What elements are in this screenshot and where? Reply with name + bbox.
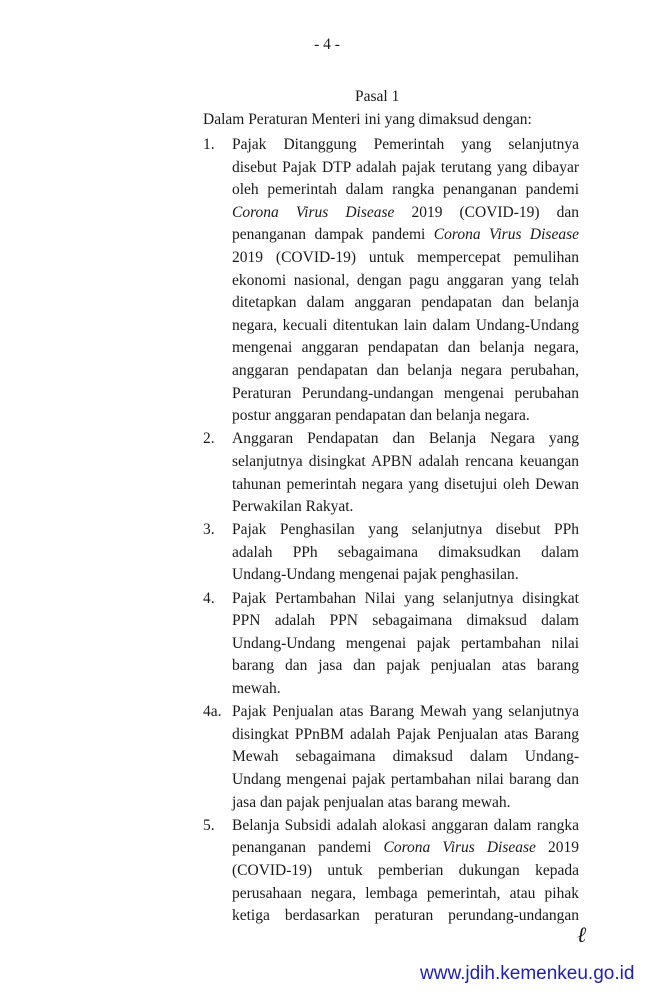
text-segment: anggaran pendapatan dan belanja negara perubahan, [232,361,579,379]
text-line [232,769,579,792]
text-line [232,542,579,565]
text-segment: Pajak Penjualan atas Barang Mewah yang selanjutnya [232,703,579,721]
italic-term: Corona Virus Disease [433,226,579,244]
text-line [232,315,579,338]
text-line [232,815,579,838]
text-segment: Belanja Subsidi adalah alokasi anggaran dalam rangka [232,816,579,834]
text-segment: Anggaran Pendapatan dan Belanja Negara yang [232,430,579,448]
text-line [232,633,579,656]
text-segment: Mewah sebagaimana dimaksud dalam Undang- [232,748,579,766]
text-segment: perusahaan negara, lembaga pemerintah, atau pihak [232,884,579,902]
definition-item [203,428,579,518]
intro-text: Dalam Peraturan Menteri ini yang dimaksud dengan: [203,111,532,128]
text-segment: mewah. [232,680,281,698]
text-line [232,474,579,497]
italic-term: Corona Virus Disease [232,203,395,221]
text-segment: penanganan dampak pandemi [232,226,434,244]
text-line [232,383,579,406]
text-line [232,837,579,860]
article-heading: Pasal 1 [355,88,400,105]
definition-item [203,815,579,928]
text-segment: (COVID-19) untuk pemberian dukungan kepada [232,861,579,879]
text-line [232,270,579,293]
text-line [232,860,579,883]
italic-term: Corona Virus Disease [383,839,536,857]
item-number: 4a. [203,703,222,721]
definition-item [203,519,579,587]
text-segment: penanganan pandemi [232,839,384,857]
text-line [232,360,579,383]
text-line [232,157,579,180]
text-segment: disebut Pajak DTP adalah pajak terutang yang dibayar [232,158,579,176]
text-line [232,905,579,928]
item-number: 5. [203,816,215,834]
text-segment: ekonomi nasional, dengan pagu anggaran yang telah [232,271,579,289]
text-segment: adalah PPh sebagaimana dimaksudkan dalam [232,543,579,561]
text-segment: jasa dan pajak penjualan atas barang mewah. [232,793,511,811]
paraf-initial-signature: ℓ [577,922,587,947]
text-segment: mengenai anggaran pendapatan dan belanja negara, [232,339,579,357]
text-line [232,883,579,906]
text-segment: tahunan pemerintah negara yang disetujui oleh Dewan [232,475,579,493]
definition-item [203,588,579,701]
definition-list [203,134,579,928]
item-number: 2. [203,430,215,448]
text-line [232,564,579,587]
text-segment: 2019 (COVID-19) dan [394,203,579,221]
text-line [232,337,579,360]
text-segment: Undang mengenai pajak pertambahan nilai barang dan [232,771,579,788]
text-line [232,610,579,633]
item-number: 1. [203,136,215,153]
text-line [232,428,579,451]
text-segment: barang dan jasa dan pajak penjualan atas barang [232,657,579,675]
text-line [232,405,579,428]
text-line [232,701,579,724]
text-line [232,202,579,225]
text-segment: Undang-Undang mengenai pajak pertambahan nilai [232,634,579,652]
text-line [232,496,579,519]
page-number: - 4 - [314,36,340,53]
text-segment: Perwakilan Rakyat. [232,498,354,516]
text-line [232,519,579,542]
text-segment: negara, kecuali ditentukan lain dalam Undang-Undang [232,316,579,334]
text-segment: ketiga berdasarkan peraturan perundang-undangan [232,907,579,925]
text-line [232,724,579,747]
text-line [232,292,579,315]
text-segment: PPN adalah PPN sebagaimana dimaksud dalam [232,612,579,630]
item-number: 4. [203,589,215,607]
text-segment: postur anggaran pendapatan dan belanja negara. [232,407,530,425]
definition-item [203,134,579,428]
text-segment: Pajak Pertambahan Nilai yang selanjutnya disingkat [232,589,579,607]
text-line [232,224,579,247]
text-line [232,179,579,202]
text-segment: selanjutnya disingkat APBN adalah rencana keuangan [232,452,579,470]
text-line [232,588,579,611]
text-segment: Pajak Penghasilan yang selanjutnya disebut PPh [232,521,579,539]
text-segment: disingkat PPnBM adalah Pajak Penjualan atas Barang [232,725,579,743]
text-segment: Undang-Undang mengenai pajak penghasilan. [232,566,519,584]
text-line [232,451,579,474]
text-segment: oleh pemerintah dalam rangka penanganan pandemi [232,181,579,199]
text-segment: Pajak Ditanggung Pemerintah yang selanjutnya [232,136,579,153]
text-line [232,746,579,769]
text-line [232,655,579,678]
text-segment: ditetapkan dalam anggaran pendapatan dan belanja [232,294,579,312]
footer-url-link[interactable]: www.jdih.kemenkeu.go.id [420,963,635,984]
text-segment: 2019 (COVID-19) untuk mempercepat pemulihan [232,248,579,266]
text-line [232,792,579,815]
text-segment: 2019 [535,839,580,857]
text-segment: Peraturan Perundang-undangan mengenai perubahan [232,384,579,402]
text-line [232,247,579,270]
text-line [232,678,579,701]
definition-item [203,701,579,814]
item-number: 3. [203,521,215,539]
text-line [232,134,579,157]
